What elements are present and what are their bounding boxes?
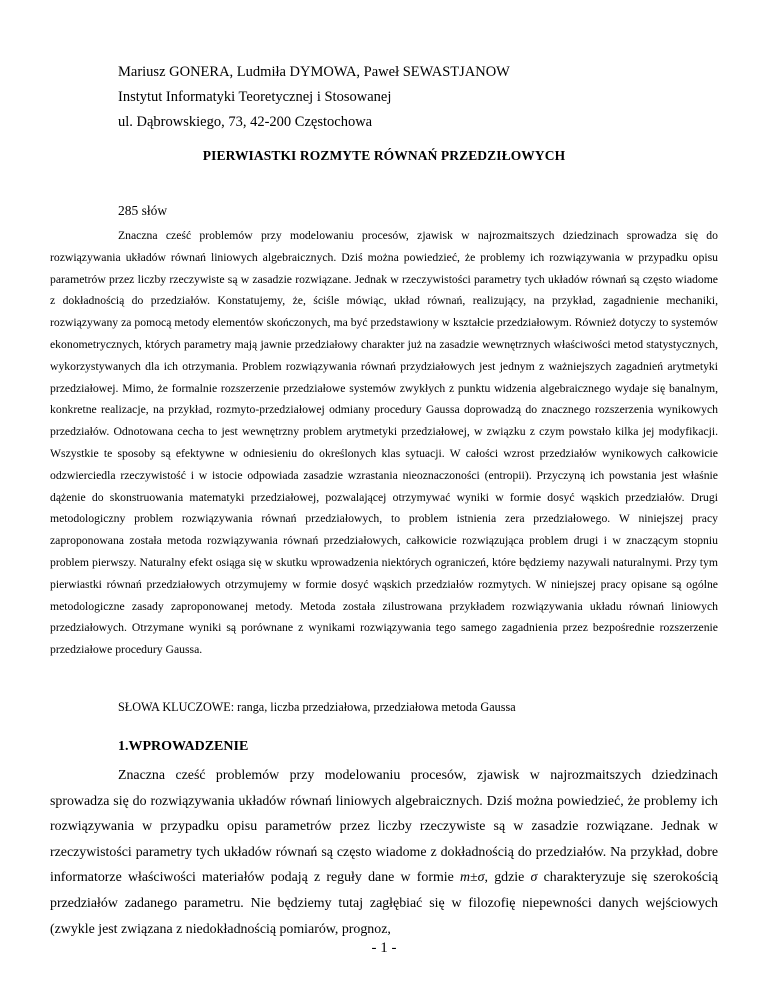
intro-text-3: charakteryzuje się szerokością przedziałów zadanego parametru. Nie będziemy tutaj zagłębiać się w filozofię niepewności danych wejściowych (zwykle jest związana z niedokładnością pomiarów, prognoz, [50, 870, 719, 937]
author-block [118, 60, 510, 135]
symbol-sigma: σ [530, 870, 538, 886]
intro-text-2: , gdzie [484, 870, 531, 886]
keywords: SŁOWA KLUCZOWE: ranga, liczba przedziałowa, przedziałowa metoda Gaussa [118, 700, 516, 714]
formula-m-pm-sigma: m±σ [460, 870, 485, 886]
word-count: 285 słów [118, 203, 168, 218]
authors: Mariusz GONERA, Ludmiła DYMOWA, Paweł SEWASTJANOW [118, 64, 510, 80]
paper-title: PIERWIASTKI ROZMYTE RÓWNAŃ PRZEDZIŁOWYCH [202, 148, 566, 163]
abstract: Znaczna cześć problemów przy modelowaniu procesów, zjawisk w najrozmaitszych dziedzinach sprowadza się do rozwiązywania układów równań liniowych algebraicznych. Dziś można powiedzieć, że problemy ich rozwiązywania w przypadku opisu parametrów przez liczby rzeczywiste są w zasadzie rozwiązane. Jednak w rzeczywistości parametry tych układów równań są często wiadome z dokładnością do przedziałów. Konstatujemy, że, ściśle mówiąc, układ równań, realizujący, na przykład, zagadnienie mechaniki, rozwiązywany za pomocą metody elementów skończonych, ma być przedstawiony w kształcie przedziałowym. Również dotyczy to systemów ekonometrycznych, których parametry mają jawnie przedziałowy charakter już na zasadzie wewnętrznych właściwości metod statystycznych, wykorzystywanych dla ich otrzymania. Problem rozwiązywania równań przydziałowych jest jednym z ważniejszych zagadnień arytmetyki przedziałowej. Mimo, że formalnie rozszerzenie przedziałowe systemów zwykłych z punktu widzenia algebraicznego wydaje się banalnym, konkretne realizacje, na przykład, rozmyto-przedziałowej odmiany procedury Gaussa doprowadzą do znacznego rozszerzenia wynikowych przedziałów. Odnotowana cecha to jest wewnętrzny problem arytmetyki przedziałowej, w związku z czym powstało kilka jej modyfikacji. Wszystkie te sposoby są efektywne w odniesieniu do określonych klas sytuacji. W całości wzrost przedziałów wynikowych całkowicie odzwierciedla rzeczywistość i w istocie odpowiada zasadzie wzrastania nieoznaczoności (entropii). Przyczyną ich powstania jest właśnie dążenie do skonstruowania matematyki przedziałowej, pozwalającej otrzymywać wyniki w formie dosyć wąskich przedziałów. Drugi metodologiczny problem rozwiązywania równań przedziałowych, to problem istnienia zera przedziałowego. W niniejszej pracy zaproponowana została metoda rozwiązywania równań przedziałowych, całkowicie rozwiązująca problem drugi i w znaczącym stopniu problem pierwszy. Naturalny efekt osiąga się w skutku wprowadzenia niektórych ograniczeń, które będziemy nazywali naturalnymi. Przy tym pierwiastki równań przedziałowych otrzymujemy w formie dosyć wąskich przedziałów rozmytych. W niniejszej pracy opisane są ogólne metodologiczne zasady zaproponowanej metody. Metoda została zilustrowana przykładem rozwiązywania układu równań liniowych przedziałowych. Otrzymane wyniki są porównane z wynikami rozwiązywania tego samego zagadnienia przez bezpośrednie rozszerzenie przedziałowe procedury Gaussa. [50, 229, 718, 657]
page-number: - 1 - [371, 940, 397, 956]
intro-text-1: Znaczna cześć problemów przy modelowaniu procesów, zjawisk w najrozmaitszych dziedzinach sprowadza się do rozwiązywania układów równań liniowych algebraicznych. Dziś można powiedzieć, że problemy ich rozwiązywania w przypadku opisu parametrów przez liczby rzeczywiste są w zasadzie rozwiązane. Jednak w rzeczywistości parametry tych układów równań są często wiadome z dokładnością do przedziałów. Na przykład, dobre informatorze właściwości materiałów podają z reguły dane w formie [50, 768, 718, 886]
institution: Instytut Informatyki Teoretycznej i Stosowanej [118, 89, 392, 105]
address: ul. Dąbrowskiego, 73, 42-200 Częstochowa [118, 114, 373, 130]
section-heading: 1.WPROWADZENIE [118, 739, 249, 754]
intro-paragraph [50, 763, 718, 942]
